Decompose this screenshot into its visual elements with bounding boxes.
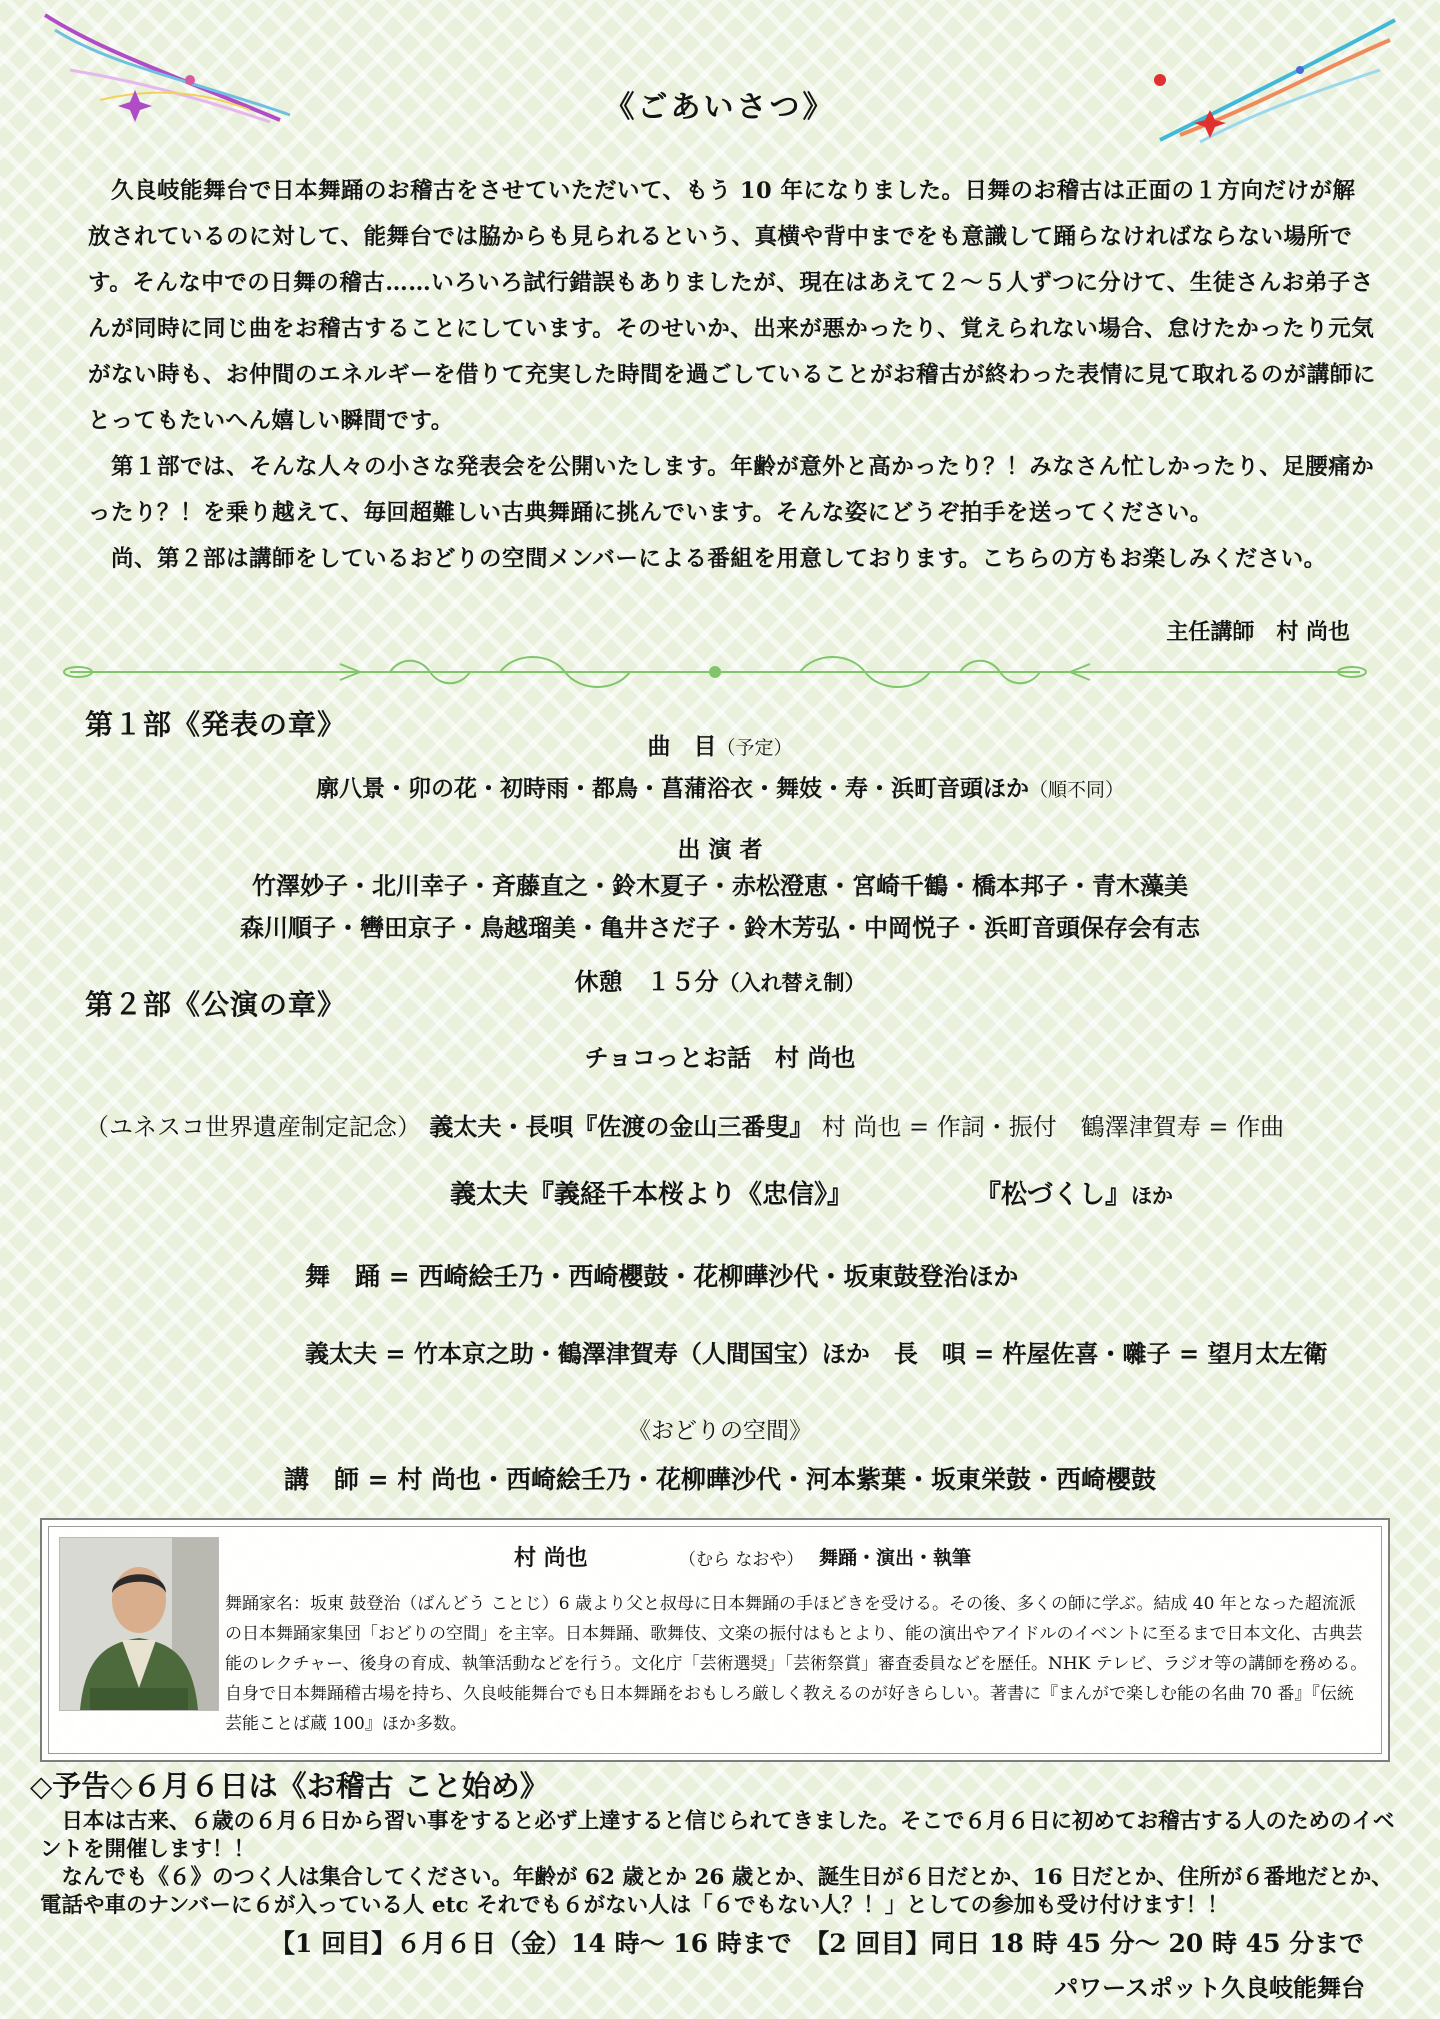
profile-role: 舞踊・演出・執筆 [819,1547,972,1569]
notice-paragraph: なんでも《６》のつく人は集合してください。年齢が 62 歳とか 26 歳とか、誕生日が６日だとか、16 日だとか、住所が６番地だとか、電話や車のナンバーに６が入っている人 etc それでも６がない人は「６でもない人？！」としての参加も受け付けます！！ [40,1865,1393,1918]
piece-matsuzukushi-line [975,1174,1173,1211]
notice-body [40,1808,1400,1920]
profile-box [40,1518,1390,1762]
notice-schedule: 【1 回目】６月６日（金）14 時～ 16 時まで 【2 回目】同日 18 時 45 分～ 20 時 45 分まで [270,1929,1365,1958]
program-order-note: （順不同） [1028,779,1124,801]
program-list-line [0,770,1440,803]
portrait-photo [59,1537,219,1711]
dancers-line: 舞 踊 = 西崎絵壬乃・西崎櫻鼓・花柳曄沙代・坂東鼓登治ほか [305,1262,1019,1291]
greeting-paragraph: 久良岐能舞台で日本舞踊のお稽古をさせていただいて、もう 10 年になりました。日舞のお稽古は正面の１方向だけが解放されているのに対して、能舞台では脇からも見られるという、真横や背中までをも意識して踊らなければならない場所です。そんな中での日舞の稽古……いろいろ試行錯誤もありましたが、現在はあえて２～５人ずつに分けて、生徒さんお弟子さんが同時に同じ曲をお稽古することにしています。そのせいか、出来が悪かったり、覚えられない場合、怠けたかったり元気がない時も、お仲間のエネルギーを借りて充実した時間を過ごしていることがお稽古が終わった表情に見て取れるのが講師にとってもたいへん嬉しい瞬間です。 [88,178,1376,434]
performers-label: 出 演 者 [677,836,763,863]
greeting-body [88,168,1378,582]
instructors-line: 講 師 = 村 尚也・西崎絵壬乃・花柳曄沙代・河本紫葉・坂東栄鼓・西崎櫻鼓 [283,1465,1157,1494]
profile-name: 村 尚也 [514,1545,588,1571]
profile-reading: （むら なおや） [679,1550,804,1570]
musicians-line: 義太夫 = 竹本京之助・鶴澤津賀寿（人間国宝）ほか 長 唄 = 杵屋佐喜・囃子 = 望月太左衛 [305,1339,1328,1368]
performers-line-2: 森川順子・轡田京子・鳥越瑠美・亀井さだ子・鈴木芳弘・中岡悦子・浜町音頭保存会有志 [240,913,1200,942]
piece-sado-credits: 村 尚也 = 作詞・振付 鶴澤津賀寿 = 作曲 [821,1113,1285,1141]
group-name: 《おどりの空間》 [628,1418,812,1444]
program-note: （予定） [716,737,793,759]
profile-text: 舞踊家名：坂東 鼓登治（ばんどう ことじ）6 歳より父と叔母に日本舞踊の手ほどきを受ける。その後、多くの師に学ぶ。結成 40 年となった超流派の日本舞踊家集団「おどりの空間」を主宰。日本舞踊、歌舞伎、文楽の振付はもとより、能の演出やアイドルのイベントに至るまで日本文化、古典芸能のレクチャー、後身の育成、執筆活動などを行う。文化庁「芸術選奨」「芸術祭賞」審査委員などを歴任。NHK テレビ、ラジオ等の講師を務める。自身で日本舞踊稽古場を持ち、久良岐能舞台でも日本舞踊をおもしろ厳しく教えるのが好きらしい。著書に『まんがで楽しむ能の名曲 70 番』『伝統芸能ことば蔵 100』ほか多数。 [225,1594,1368,1734]
performers-line-1: 竹澤妙子・北川幸子・斉藤直之・鈴木夏子・赤松澄恵・宮崎千鶴・橋本邦子・青木藻美 [252,871,1188,900]
program-label: 曲 目 [647,733,717,760]
intermission-note: （入れ替え制） [718,970,866,995]
profile-frame [48,1526,1382,1754]
ribbon-decoration-right [1140,10,1400,150]
program-heading [0,728,1440,761]
portrait-illustration [60,1538,218,1710]
ornamental-divider [60,652,1370,692]
talk-line: チョコっとお話 村 尚也 [584,1043,856,1072]
greeting-title: 《ごあいさつ》 [604,90,836,125]
notice-venue: パワースポット久良岐能舞台 [1054,1973,1365,2002]
piece-tadanobu: 義太夫『義経千本桜より《忠信》』 [450,1180,854,1210]
greeting-signature: 主任講師 村 尚也 [1166,619,1350,645]
notice-paragraph: 日本は古来、６歳の６月６日から習い事をすると必ず上達すると信じられてきました。そこで６月６日に初めてお稽古する人のためのイベントを開催します！！ [40,1809,1395,1862]
part2-heading: 第２部《公演の章》 [85,988,347,1021]
piece-matsuzukushi-suffix: ほか [1131,1183,1174,1208]
program-list: 廓八景・卯の花・初時雨・都鳥・菖蒲浴衣・舞妓・寿・浜町音頭ほか [315,775,1029,802]
greeting-paragraph: 第１部では、そんな人々の小さな発表会を公開いたします。年齢が意外と高かったり？！みなさん忙しかったり、足腰痛かったり？！を乗り越えて、毎回超難しい古典舞踊に挑んでいます。そんな姿にどうぞ拍手を送ってください。 [88,454,1375,526]
piece-matsuzukushi: 『松づくし』 [975,1180,1132,1210]
intermission-label: 休憩 １５分 [574,967,719,996]
greeting-paragraph: 尚、第２部は講師をしているおどりの空間メンバーによる番組を用意しております。こちらの方もお楽しみください。 [88,546,1327,572]
piece-sado: 義太夫・長唄『佐渡の金山三番叟』 [429,1112,814,1141]
part1-heading: 第１部《発表の章》 [85,708,347,741]
commemorative-line [85,1107,1284,1142]
commemorative-label: （ユネスコ世界遺産制定記念） [85,1113,421,1141]
notice-title: ◇予告◇６月６日は《お稽古 こと始め》 [30,1769,549,1803]
